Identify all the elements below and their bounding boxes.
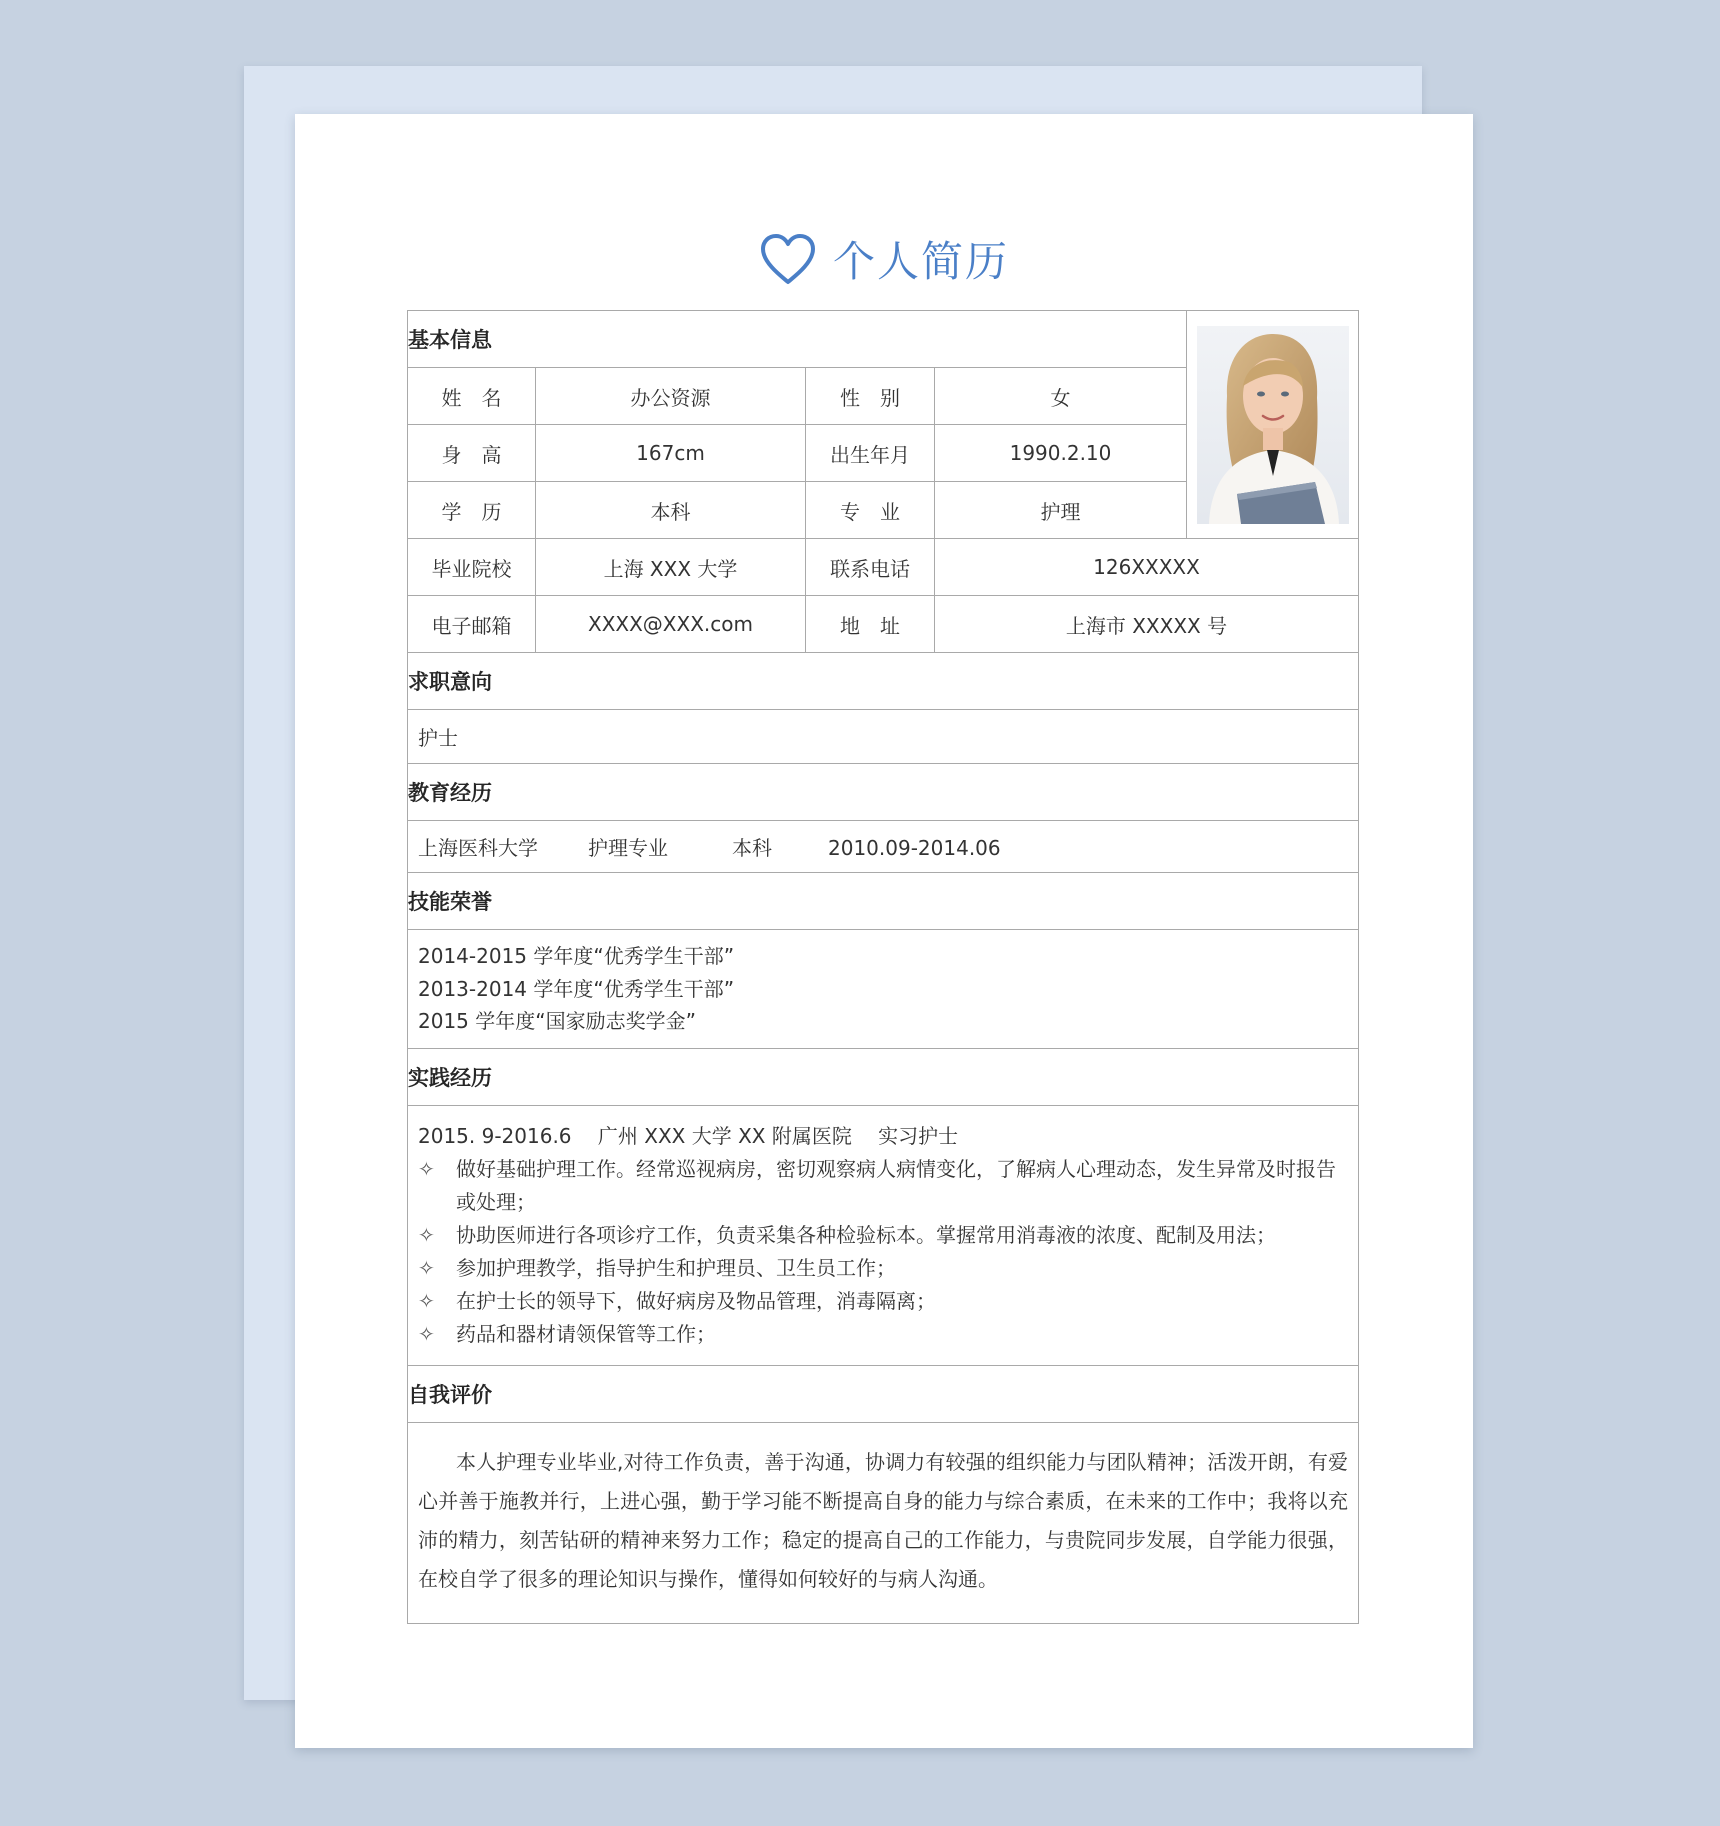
sparkle-bullet-icon: ✧ (418, 1222, 435, 1247)
education-major: 护理专业 (588, 836, 668, 860)
practice-item-text: 协助医师进行各项诊疗工作，负责采集各种检验标本。掌握常用消毒液的浓度、配制及用法； (456, 1222, 1276, 1247)
practice-row (408, 1105, 1359, 1365)
label-height: 身 高 (408, 425, 536, 482)
practice-item-text: 做好基础护理工作。经常巡视病房，密切观察病人病情变化，了解病人心理动态，发生异常及时报告或处理； (456, 1156, 1336, 1214)
value-email: XXXX@XXX.com (536, 596, 806, 653)
sparkle-bullet-icon: ✧ (418, 1156, 435, 1181)
practice-item-text: 药品和器材请领保管等工作； (456, 1321, 716, 1346)
sparkle-bullet-icon: ✧ (418, 1288, 435, 1313)
label-phone: 联系电话 (806, 539, 935, 596)
list-item (418, 1318, 1348, 1351)
education-entry (408, 821, 1359, 873)
value-school: 上海 XXX 大学 (536, 539, 806, 596)
honors-row (408, 930, 1359, 1049)
section-basic-info (408, 311, 1359, 368)
practice-summary: 2015. 9-2016.6 广州 XXX 大学 XX 附属医院 实习护士 (418, 1123, 959, 1148)
info-row-email (408, 596, 1359, 653)
practice-content (408, 1105, 1359, 1365)
education-row (408, 821, 1359, 873)
practice-item-text: 参加护理教学，指导护生和护理员、卫生员工作； (456, 1255, 896, 1280)
self-eval-text: 本人护理专业毕业,对待工作负责，善于沟通，协调力有较强的组织能力与团队精神；活泼开朗，有爱心并善于施教并行，上进心强，勤于学习能不断提高自身的能力与综合素质，在未来的工作中；我将以充沛的精力，刻苦钻研的精神来努力工作；稳定的提高自己的工作能力，与贵院同步发展，自学能力很强，在校自学了很多的理论知识与操作，懂得如何较好的与病人沟通。 (408, 1422, 1359, 1623)
value-gender: 女 (935, 368, 1187, 425)
section-self-eval (408, 1365, 1359, 1422)
section-heading: 技能荣誉 (408, 873, 1359, 930)
section-honors (408, 873, 1359, 930)
value-birth: 1990.2.10 (935, 425, 1187, 482)
page-title: 个人简历 (832, 237, 1009, 286)
list-item (418, 1153, 1348, 1219)
sparkle-bullet-icon: ✧ (418, 1321, 435, 1346)
label-birth: 出生年月 (806, 425, 935, 482)
value-major: 护理 (935, 482, 1187, 539)
value-height: 167cm (536, 425, 806, 482)
self-eval-row (408, 1422, 1359, 1623)
heart-icon (759, 232, 817, 286)
label-name: 姓 名 (408, 368, 536, 425)
practice-item-text: 在护士长的领导下，做好病房及物品管理，消毒隔离； (456, 1288, 936, 1313)
list-item: 2015 学年度“国家励志奖学金” (418, 1009, 696, 1033)
section-education (408, 764, 1359, 821)
education-degree: 本科 (732, 836, 772, 860)
label-degree: 学 历 (408, 482, 536, 539)
resume-page (295, 114, 1473, 1748)
resume-table (407, 310, 1359, 1624)
list-item (418, 1219, 1348, 1252)
education-period: 2010.09-2014.06 (828, 836, 1001, 860)
photo-cell (1187, 311, 1359, 539)
section-heading: 基本信息 (408, 311, 1187, 368)
profile-photo (1197, 326, 1349, 524)
education-school: 上海医科大学 (418, 836, 538, 860)
section-heading: 教育经历 (408, 764, 1359, 821)
job-intent-value: 护士 (408, 710, 1359, 764)
list-item: 2014-2015 学年度“优秀学生干部” (418, 944, 735, 968)
value-degree: 本科 (536, 482, 806, 539)
section-job-intent (408, 653, 1359, 710)
job-intent-row (408, 710, 1359, 764)
label-email: 电子邮箱 (408, 596, 536, 653)
title-row (295, 224, 1473, 294)
section-heading: 自我评价 (408, 1365, 1359, 1422)
value-phone: 126XXXXX (935, 539, 1359, 596)
label-gender: 性 别 (806, 368, 935, 425)
sparkle-bullet-icon: ✧ (418, 1255, 435, 1280)
label-major: 专 业 (806, 482, 935, 539)
info-row-school (408, 539, 1359, 596)
honors-list (408, 930, 1359, 1049)
value-name: 办公资源 (536, 368, 806, 425)
label-address: 地 址 (806, 596, 935, 653)
label-school: 毕业院校 (408, 539, 536, 596)
list-item (418, 1285, 1348, 1318)
section-heading: 求职意向 (408, 653, 1359, 710)
list-item (418, 1252, 1348, 1285)
section-heading: 实践经历 (408, 1048, 1359, 1105)
section-practice (408, 1048, 1359, 1105)
value-address: 上海市 XXXXX 号 (935, 596, 1359, 653)
list-item: 2013-2014 学年度“优秀学生干部” (418, 976, 735, 1001)
